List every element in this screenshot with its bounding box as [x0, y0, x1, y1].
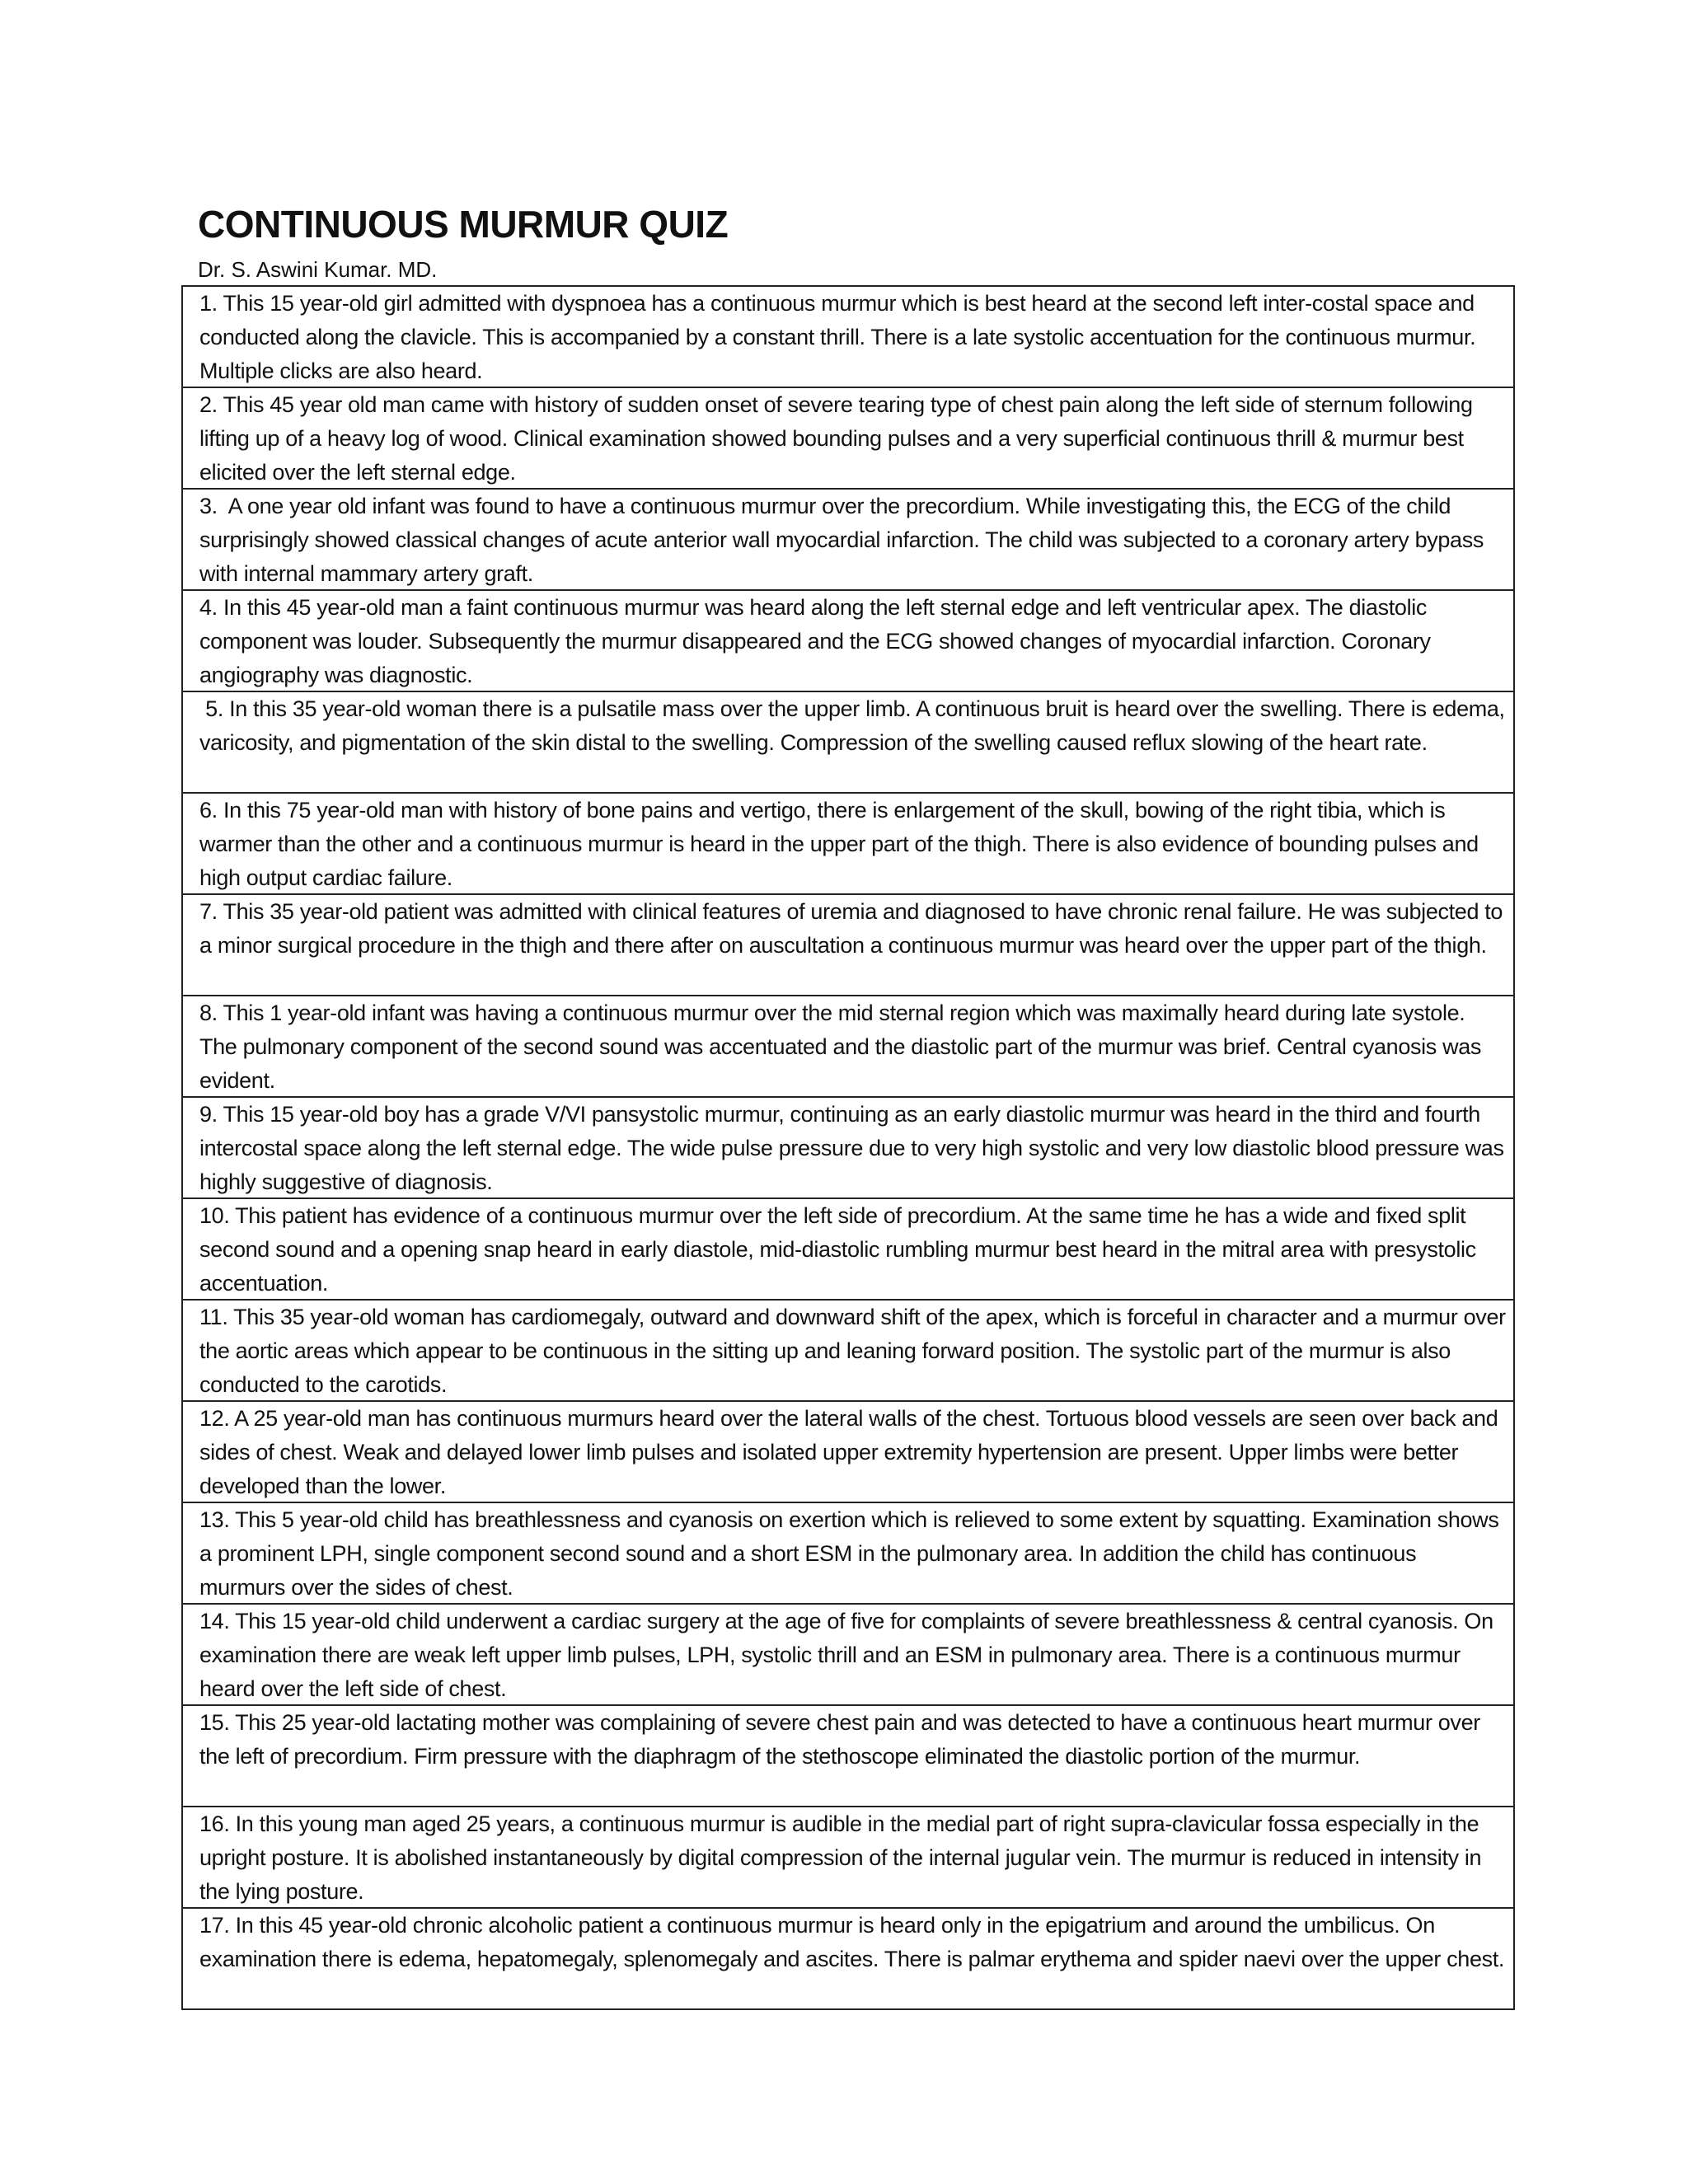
question-text: 4. In this 45 year-old man a faint continuous murmur was heard along the left sternal edge and left ventricular apex. The diastolic component was louder. Subsequently the murmur disappeared and the ECG showed changes of myocardial infarction. Coronary angiography was diagnostic. — [199, 595, 1437, 687]
quiz-table — [181, 285, 1515, 2010]
question-row-10 — [183, 1199, 1513, 1301]
question-row-5 — [183, 692, 1513, 794]
question-row-2 — [183, 388, 1513, 490]
question-text: 17. In this 45 year-old chronic alcoholic patient a continuous murmur is heard only in the epigatrium and around the umbilicus. On examination there is edema, hepatomegaly, splenomegaly and ascites. There is palmar erythema and spider naevi over the upper chest. — [199, 1913, 1505, 1971]
question-row-15 — [183, 1706, 1513, 1807]
question-text: 16. In this young man aged 25 years, a continuous murmur is audible in the medial part of right supra-clavicular fossa especially in the upright posture. It is abolished instantaneously by digital compression of the internal jugular vein. The murmur is reduced in intensity in the lying posture. — [199, 1811, 1488, 1904]
page-title: CONTINUOUS MURMUR QUIZ — [198, 203, 729, 246]
question-row-14 — [183, 1605, 1513, 1706]
question-row-17 — [183, 1909, 1513, 2010]
question-text: 11. This 35 year-old woman has cardiomegaly, outward and downward shift of the apex, which is forceful in character and a murmur over the aortic areas which appear to be continuous in the sitting up and leaning forward position. The systolic part of the murmur is also conducted to the carotids. — [199, 1305, 1512, 1397]
question-row-7 — [183, 895, 1513, 996]
question-text: 2. This 45 year old man came with history of sudden onset of severe tearing type of chest pain along the left side of sternum following lifting up of a heavy log of wood. Clinical examination showed bounding pulses and a very superficial continuous thrill & murmur best elicited over the left sternal edge. — [199, 392, 1479, 485]
question-text: 12. A 25 year-old man has continuous murmurs heard over the lateral walls of the chest. Tortuous blood vessels are seen over back and sides of chest. Weak and delayed lower limb pulses and isolated upper extremity hypertension are present. Upper limbs were better developed than the lower. — [199, 1406, 1504, 1498]
question-text: 3. A one year old infant was found to have a continuous murmur over the precordium. While investigating this, the ECG of the child surprisingly showed classical changes of acute anterior wall myocardial infarction. The child was subjected to a coronary artery bypass with internal mammary artery graft. — [199, 494, 1490, 586]
question-row-13 — [183, 1503, 1513, 1605]
question-row-16 — [183, 1807, 1513, 1909]
question-row-11 — [183, 1301, 1513, 1402]
question-text: 1. This 15 year-old girl admitted with dyspnoea has a continuous murmur which is best heard at the second left inter-costal space and conducted along the clavicle. This is accompanied by a constant thrill. There is a late systolic accentuation for the continuous murmur. Multiple clicks are also heard. — [199, 291, 1482, 383]
question-row-4 — [183, 591, 1513, 692]
question-text: 13. This 5 year-old child has breathlessness and cyanosis on exertion which is relieved to some extent by squatting. Examination shows a prominent LPH, single component second sound and a short ESM in the pulmonary area. In addition the child has continuous murmurs over the sides of chest. — [199, 1507, 1505, 1600]
question-text: 14. This 15 year-old child underwent a cardiac surgery at the age of five for complaints of severe breathlessness & central cyanosis. On examination there are weak left upper limb pulses, LPH, systolic thrill and an ESM in pulmonary area. There is a continuous murmur heard over the left side of chest. — [199, 1609, 1499, 1701]
question-row-3 — [183, 490, 1513, 591]
question-row-8 — [183, 996, 1513, 1098]
question-text: 8. This 1 year-old infant was having a continuous murmur over the mid sternal region which was maximally heard during late systole. The pulmonary component of the second sound was accentuated and the diastolic part of the murmur was brief. Central cyanosis was evident. — [199, 1001, 1488, 1093]
question-text: 15. This 25 year-old lactating mother was complaining of severe chest pain and was detected to have a continuous heart murmur over the left of precordium. Firm pressure with the diaphragm of the stethoscope eliminated the diastolic portion of the murmur. — [199, 1710, 1487, 1769]
question-text: 5. In this 35 year-old woman there is a pulsatile mass over the upper limb. A continuous bruit is heard over the swelling. There is edema, varicosity, and pigmentation of the skin distal to the swelling. Compression of the swelling caused reflux slowing of the heart rate. — [199, 696, 1511, 755]
question-text: 9. This 15 year-old boy has a grade V/VI pansystolic murmur, continuing as an early diastolic murmur was heard in the third and fourth intercostal space along the left sternal edge. The wide pulse pressure due to very high systolic and very low diastolic blood pressure was highly suggestive of diagnosis. — [199, 1102, 1510, 1194]
question-text: 6. In this 75 year-old man with history of bone pains and vertigo, there is enlargement of the skull, bowing of the right tibia, which is warmer than the other and a continuous murmur is heard in the upper part of the thigh. There is also evidence of bounding pulses and high output cardiac failure. — [199, 798, 1484, 890]
question-row-9 — [183, 1098, 1513, 1199]
question-text: 7. This 35 year-old patient was admitted with clinical features of uremia and diagnosed to have chronic renal failure. He was subjected to a minor surgical procedure in the thigh and there after on auscultation a continuous murmur was heard over the upper part of the thigh. — [199, 899, 1509, 958]
author-line: Dr. S. Aswini Kumar. MD. — [198, 257, 438, 282]
question-row-12 — [183, 1402, 1513, 1503]
question-row-6 — [183, 794, 1513, 895]
question-row-1 — [183, 287, 1513, 388]
question-text: 10. This patient has evidence of a continuous murmur over the left side of precordium. At the same time he has a wide and fixed split second sound and a opening snap heard in early diastole, mid-diastolic rumbling murmur best heard in the mitral area with presystolic accentuation. — [199, 1203, 1482, 1296]
